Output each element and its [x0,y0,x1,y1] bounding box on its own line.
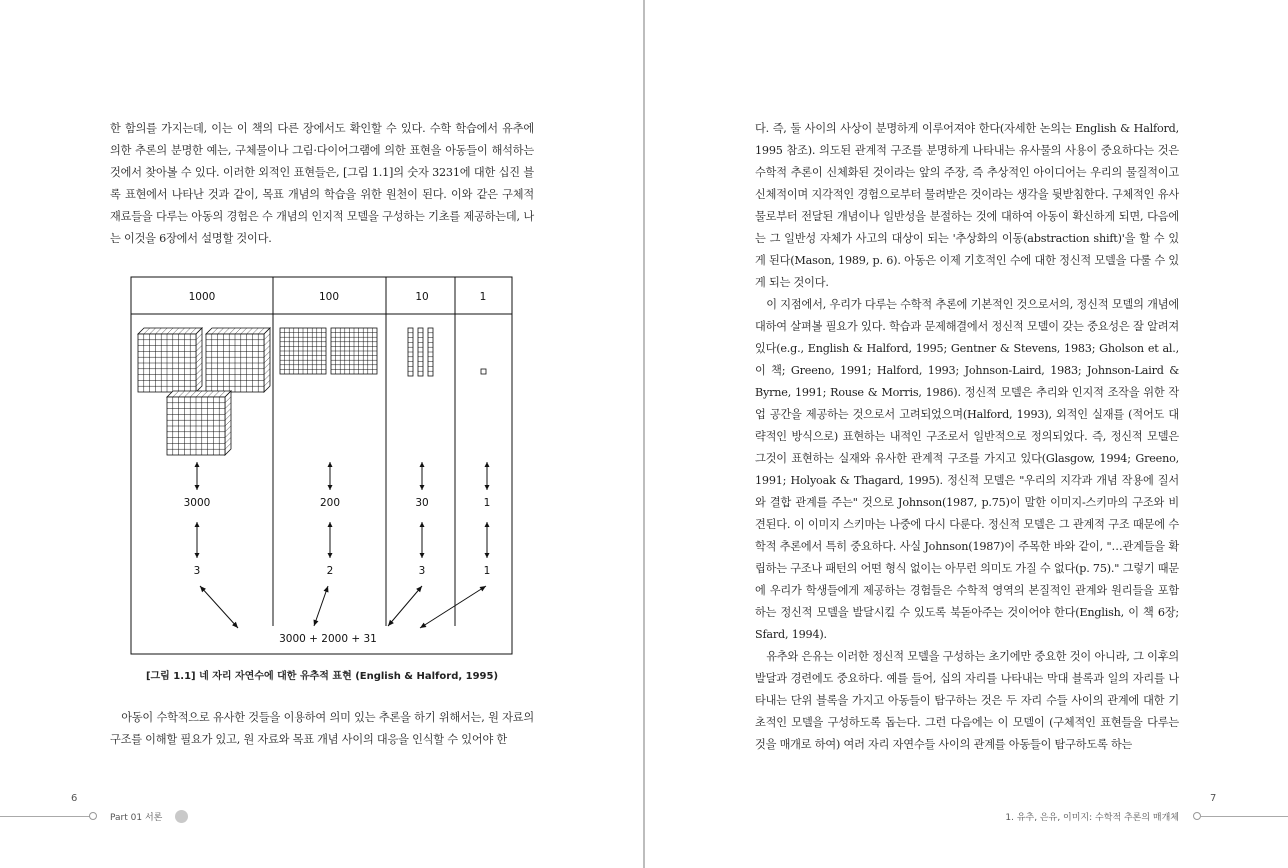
right-page-number: 7 [1210,793,1217,804]
figure-header-100: 100 [318,291,340,303]
right-page [645,0,1288,868]
hundred-flat-1 [280,328,326,374]
left-footer-dot [89,812,97,820]
ten-rod-1 [408,328,413,376]
left-paragraph-1-text: 한 함의를 가지는데, 이는 이 책의 다른 장에서도 확인할 수 있다. 수학 학습에서 유추에 의한 추론의 분명한 예는, 구체물이나 그림·다이어그램에 의한 표현을 아동들이 해석하는 것에서 찾아볼 수 있다. 이러한 외적인 표현들은, [그림 1.1]의 숫자 3231에 대한 십진 블록 표현에서 나타난 것과 같이, 목표 개념의 학습을 위한 원천이 된다. 이와 같은 구체적 재료들을 다루는 아동의 경험은 수 개념의 인지적 모델을 구성하는 기초를 제공하는데, 나는 이것을 6장에서 설명할 것이다. [110,122,534,245]
right-paragraph-2: 이 지점에서, 우리가 다루는 수학적 추론에 기본적인 것으로서의, 정신적 모델의 개념에 대하여 살펴볼 필요가 있다. 학습과 문제해결에서 정신적 모델이 갖는 중요성은 잘 알려져 있다(e.g., English & Halford, 1995; Gentner & Stevens, 1983; Gholson et al., 이 책; Greeno, 1991; Halford, 1993; Johnson-Laird, 1983; Johnson-Laird & Byrne, 1991; Rouse & Morris, 1986). 정신적 모델은 추리와 인지적 조작을 위한 작업 공간을 제공하는 것으로서 고려되었으며(Halford, 1993), 외적인 실재를 (적어도 대략적인 방식으로) 표현하는 내적인 구조로서 일반적으로 정의되었다. 즉, 정신적 모델은 그것이 표현하는 실재와 유사한 관계적 구조를 가지고 있다(Glasgow, 1994; Greeno, 1991; Holyoak & Thagard, 1995). 정신적 모델은 "우리의 지각과 개념 작용에 질서와 결합 관계를 주는" 것으로 Johnson(1987, p.75)이 말한 이미지-스키마의 구조와 비견된다. 이 이미지 스키마는 나중에 다시 다룬다. 정신적 모델은 그 관계적 구조 때문에 수학적 추론에서 특히 중요하다. 사실 Johnson(1987)이 주목한 바와 같이, "…관계들을 확립하는 구조나 패턴의 어떤 형식 없이는 아무런 의미도 가질 수 없다(p. 75)." 그렇기 때문에 우리가 학생들에게 제공하는 경험들은 수학적 영역의 본질적인 관계와 원리들을 포함하는 정신적 모델을 발달시킬 수 있도록 북돋아주는 것이어야 한다(English, 이 책 6장; Sfard, 1994). [755,298,1179,641]
figure-header-10: 10 [415,291,429,303]
right-text-column [755,118,1179,756]
updown-arrow-mid-1 [328,522,333,558]
figure-1-1 [130,276,514,656]
unit-cube [481,369,486,374]
ten-rod-3 [428,328,433,376]
diag-arrow-1 [314,586,329,626]
left-page-number: 6 [71,793,78,804]
left-footer-text: Part 01 서론 [110,813,163,823]
left-footer-circle [175,810,188,823]
diag-arrow-0 [200,586,238,628]
right-footer-dot [1193,812,1201,820]
thousand-cube-3 [167,391,231,455]
figure-expanded-3: 1 [483,497,491,509]
updown-arrow-mid-3 [485,522,490,558]
figure-digit-0: 3 [193,565,201,577]
left-paragraph-1 [110,118,534,250]
right-footer-rule [1201,816,1288,817]
updown-arrow-mid-2 [420,522,425,558]
figure-digit-1: 2 [326,565,334,577]
figure-header-1: 1 [479,291,487,303]
updown-arrow-top-1 [328,462,333,490]
left-footer-rule [0,816,90,817]
figure-digit-2: 3 [418,565,426,577]
figure-sum: 3000 + 2000 + 31 [279,633,377,645]
updown-arrow-top-0 [195,462,200,490]
figure-caption: [그림 1.1] 네 자리 자연수에 대한 유추적 표현 (English & Halford, 1995) [145,671,499,682]
figure-expanded-2: 30 [415,497,429,509]
left-paragraph-2-text: 아동이 수학적으로 유사한 것들을 이용하여 의미 있는 추론을 하기 위해서는, 원 자료의 구조를 이해할 필요가 있고, 원 자료와 목표 개념 사이의 대응을 인식할 수 있어야 한 [110,711,534,746]
left-page [0,0,643,868]
hundred-flat-2 [331,328,377,374]
thousand-cube-2 [206,328,270,392]
right-paragraph-1: 다. 즉, 둘 사이의 사상이 분명하게 이루어져야 한다(자세한 논의는 English & Halford, 1995 참조). 의도된 관계적 구조를 분명하게 나타내는 유사물의 사용이 중요하다는 것은 수학적 추론이 신체화된 것이라는 앞의 주장, 즉 추상적인 아이디어는 우리의 물질적이고 신체적이며 지각적인 경험으로부터 물려받은 것이라는 생각을 뒷받침한다. 구체적인 유사물로부터 전달된 개념이나 일반성을 분절하는 것에 대하여 아동이 확신하게 되면, 다음에는 그 일반성 자체가 사고의 대상이 되는 '추상화의 이동(abstraction shift)'을 할 수 있게 된다(Mason, 1989, p. 6). 아동은 이제 기호적인 수에 대한 정신적 모델을 다룰 수 있게 되는 것이다. [755,122,1179,289]
figure-header-1000: 1000 [188,291,216,303]
right-footer-text: 1. 유추, 은유, 이미지: 수학적 추론의 매개체 [1005,813,1179,823]
diag-arrow-2 [388,586,422,626]
diag-arrow-3 [420,586,486,628]
updown-arrow-top-3 [485,462,490,490]
figure-digit-3: 1 [483,565,491,577]
updown-arrow-mid-0 [195,522,200,558]
ten-rod-2 [418,328,423,376]
thousand-cube-1 [138,328,202,392]
right-paragraph-3: 유추와 은유는 이러한 정신적 모델을 구성하는 초기에만 중요한 것이 아니라, 그 이후의 발달과 경련에도 중요하다. 예를 들어, 십의 자리를 나타내는 막대 블록과 일의 자리를 나타내는 단위 블록을 가지고 아동들이 탐구하는 것은 두 자리 수들 사이의 관계에 대한 기초적인 모델을 구성하도록 돕는다. 그런 다음에는 이 모델이 (구체적인 표현들을 다루는 것을 매개로 하여) 여러 자리 자연수들 사이의 관계를 아동들이 탐구하도록 하는 [755,650,1179,751]
figure-expanded-0: 3000 [183,497,211,509]
updown-arrow-top-2 [420,462,425,490]
left-paragraph-2 [110,707,534,751]
figure-expanded-1: 200 [319,497,341,509]
